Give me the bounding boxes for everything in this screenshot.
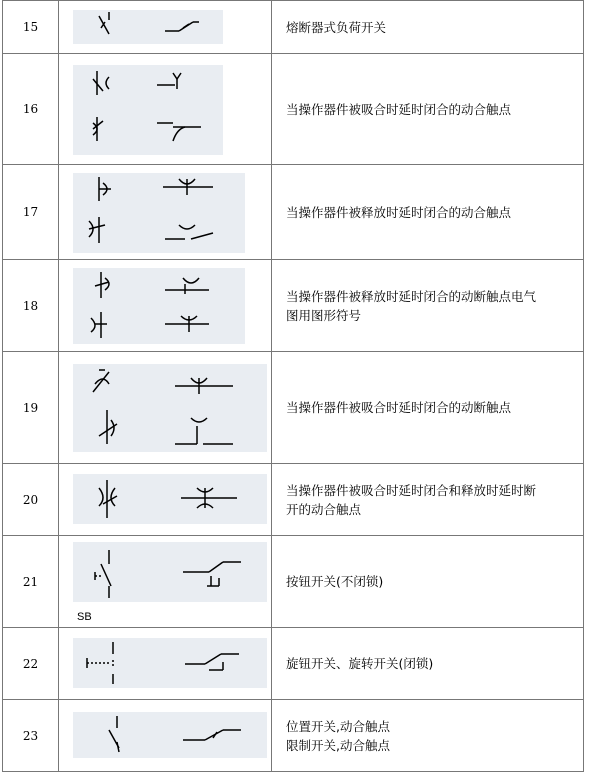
row-number: 23	[3, 700, 59, 772]
row-number: 21	[3, 536, 59, 628]
description-cell	[272, 54, 584, 165]
description-cell	[272, 165, 584, 260]
description-cell	[272, 464, 584, 536]
symbol-cell	[59, 536, 272, 628]
row-number: 18	[3, 260, 59, 352]
table-row	[3, 54, 584, 165]
description-line: 开的动合触点	[286, 501, 362, 517]
symbol-cell	[59, 165, 272, 260]
table-row	[3, 260, 584, 352]
row-number: 17	[3, 165, 59, 260]
description-line: 图用图形符号	[286, 307, 362, 323]
description-line: 按钮开关(不闭锁)	[286, 574, 384, 589]
table-row	[3, 700, 584, 772]
limit-switch-symbol	[73, 712, 267, 758]
description-cell	[272, 628, 584, 700]
row-number: 16	[3, 54, 59, 165]
description-line: 当操作器件被吸合时延时闭合的动合触点	[286, 101, 512, 117]
table-row	[3, 1, 584, 54]
symbol-cell	[59, 352, 272, 464]
row-number: 22	[3, 628, 59, 700]
description-line: 熔断器式负荷开关	[286, 19, 387, 35]
delay-on-contact-symbol	[73, 65, 223, 155]
delay-on-break-contact-symbol	[73, 364, 267, 452]
row-number: 19	[3, 352, 59, 464]
symbol-cell	[59, 1, 272, 54]
delay-on-off-contact-symbol	[73, 474, 267, 524]
description-cell	[272, 352, 584, 464]
description-line: 当操作器件被吸合时延时闭合的动断触点	[286, 400, 512, 415]
row-number: 20	[3, 464, 59, 536]
description-line: 当操作器件被释放时延时闭合的动合触点	[286, 204, 512, 220]
symbol-table	[2, 0, 584, 772]
delay-off-contact-symbol	[73, 173, 245, 253]
push-button-symbol	[73, 542, 267, 602]
description-cell	[272, 700, 584, 772]
symbol-cell	[59, 700, 272, 772]
description-cell	[272, 260, 584, 352]
description-line: 旋钮开关、旋转开关(闭锁)	[286, 656, 434, 671]
description-line: 当操作器件被吸合时延时闭合和释放时延时断	[286, 482, 537, 498]
symbol-cell	[59, 628, 272, 700]
description-line: 位置开关,动合触点	[286, 718, 390, 734]
delay-off-break-contact-symbol	[73, 268, 245, 344]
description-cell	[272, 1, 584, 54]
table-row	[3, 352, 584, 464]
symbol-cell	[59, 464, 272, 536]
row-number: 15	[3, 1, 59, 54]
symbol-label: SB	[77, 611, 92, 623]
table-row	[3, 165, 584, 260]
table-row	[3, 628, 584, 700]
symbol-cell	[59, 260, 272, 352]
fuse-switch-symbol	[73, 10, 223, 44]
description-line: 限制开关,动合触点	[286, 737, 390, 753]
table-row	[3, 536, 584, 628]
rotary-switch-symbol	[73, 638, 267, 688]
description-cell	[272, 536, 584, 628]
symbol-cell	[59, 54, 272, 165]
table-row	[3, 464, 584, 536]
description-line: 当操作器件被释放时延时闭合的动断触点电气	[286, 288, 537, 304]
